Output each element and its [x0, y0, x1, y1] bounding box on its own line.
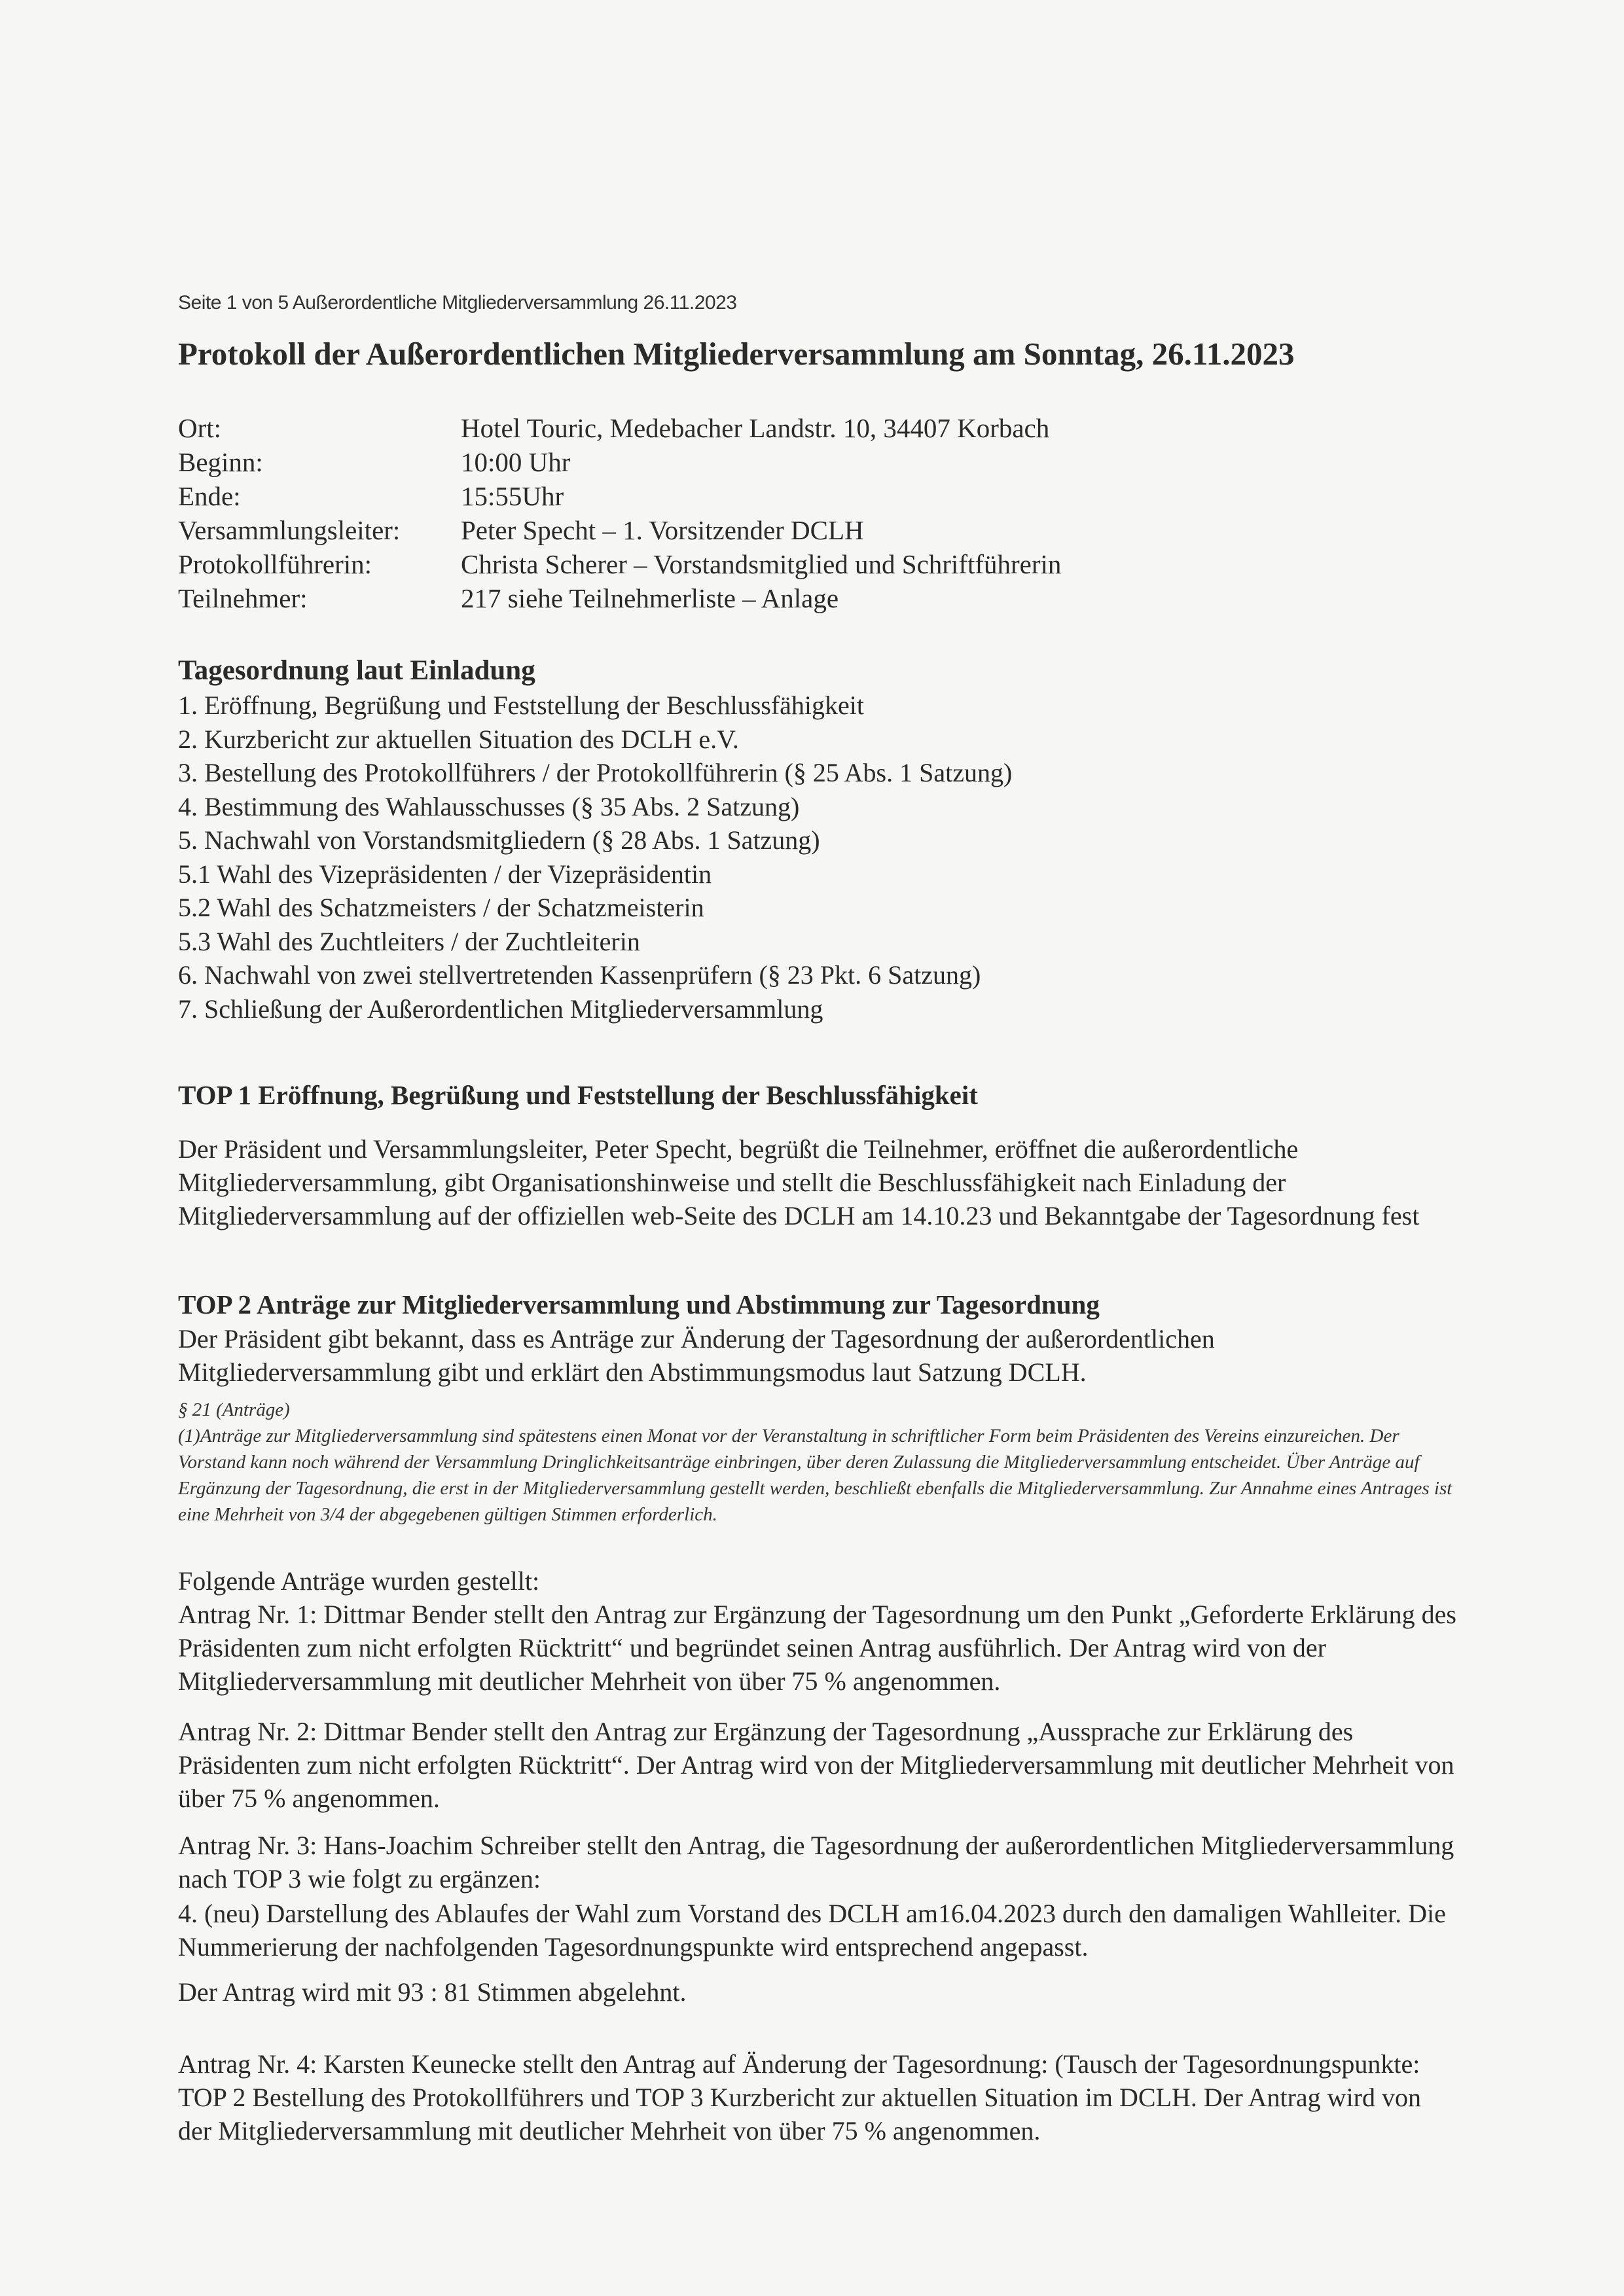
agenda-item: 2. Kurzbericht zur aktuellen Situation des DCLH e.V. [178, 724, 739, 754]
agenda-item: 5.3 Wahl des Zuchtleiters / der Zuchtleiterin [178, 926, 640, 956]
antrag-4: Antrag Nr. 4: Karsten Keunecke stellt den Antrag auf Änderung der Tagesordnung: (Tausch der Tagesordnungspunkte: TOP 2 Bestellung des Protokollführers und TOP 3 Kurzbericht zur aktuellen Situation im DCLH. Der Antrag wird von der Mitgliederversammlung mit deutlicher Mehrheit von über 75 % angenommen. [178, 2049, 1422, 2145]
page-header: Seite 1 von 5 Außerordentliche Mitgliederversammlung 26.11.2023 [178, 292, 737, 314]
agenda-item: 6. Nachwahl von zwei stellvertretenden Kassenprüfern (§ 23 Pkt. 6 Satzung) [178, 960, 981, 990]
antrag-3-result: Der Antrag wird mit 93 : 81 Stimmen abgelehnt. [178, 1977, 687, 2007]
meta-value: 10:00 Uhr [461, 447, 571, 477]
meta-row-ort [178, 411, 1061, 445]
agenda-item: 5.1 Wahl des Vizepräsidenten / der Vizepräsidentin [178, 859, 712, 889]
antraege-intro: Folgende Anträge wurden gestellt: [178, 1566, 540, 1596]
meta-value: 15:55Uhr [461, 481, 564, 511]
document-title: Protokoll der Außerordentlichen Mitgliederversammlung am Sonntag, 26.11.2023 [178, 336, 1295, 372]
meta-value: 217 siehe Teilnehmerliste – Anlage [461, 583, 839, 613]
meta-label: Beginn: [178, 447, 263, 477]
antrag-3-request: Antrag Nr. 3: Hans-Joachim Schreiber stellt den Antrag, die Tagesordnung der außerordentlichen Mitgliederversammlung nach TOP 3 wie folgt zu ergänzen: [178, 1831, 1454, 1893]
meta-row-versammlungsleiter [178, 513, 1061, 547]
agenda-item: 3. Bestellung des Protokollführers / der Protokollführerin (§ 25 Abs. 1 Satzung) [178, 758, 1013, 787]
meta-label: Ort: [178, 413, 222, 443]
meta-value: Hotel Touric, Medebacher Landstr. 10, 34407 Korbach [461, 413, 1050, 443]
meta-label: Teilnehmer: [178, 583, 308, 613]
top2-intro: Der Präsident gibt bekannt, dass es Anträge zur Änderung der Tagesordnung der außerordentlichen Mitgliederversammlung gibt und erklärt den Abstimmungsmodus laut Satzung DCLH. [178, 1324, 1215, 1387]
antrag-3-content: 4. (neu) Darstellung des Ablaufes der Wahl zum Vorstand des DCLH am16.04.2023 durch den damaligen Wahlleiter. Die Nummerierung der nachfolgenden Tagesordnungspunkte wird entsprechend angepasst. [178, 1899, 1446, 1962]
agenda-item: 1. Eröffnung, Begrüßung und Feststellung der Beschlussfähigkeit [178, 691, 865, 720]
statute-quote-text: (1)Anträge zur Mitgliederversammlung sind spätestens einen Monat vor der Veranstaltung in schriftlicher Form beim Präsidenten des Vereins einzureichen. Der Vorstand kann noch während der Versammlung Dringlichkeitsanträge einbringen, über deren Zulassung die Mitgliederversammlung entscheidet. Über Anträge auf Ergänzung der Tagesordnung, die erst in der Mitgliederversammlung gestellt werden, beschließt ebenfalls die Mitgliederversammlung. Zur Annahme eines Antrages ist eine Mehrheit von 3/4 der abgegebenen gültigen Stimmen erforderlich. [178, 1426, 1453, 1525]
meta-label: Ende: [178, 481, 241, 511]
top2-heading: TOP 2 Anträge zur Mitgliederversammlung und Abstimmung zur Tagesordnung [178, 1289, 1100, 1319]
agenda-list [178, 689, 1012, 1026]
antrag-1: Antrag Nr. 1: Dittmar Bender stellt den Antrag zur Ergänzung der Tagesordnung um den Punkt „Geforderte Erklärung des Präsidenten zum nicht erfolgten Rücktritt“ und begründet seinen Antrag ausführlich. Der Antrag wird von der Mitgliederversammlung mit deutlicher Mehrheit von über 75 % angenommen. [178, 1600, 1456, 1696]
meta-row-teilnehmer [178, 581, 1061, 615]
agenda-item: 5. Nachwahl von Vorstandsmitgliedern (§ 28 Abs. 1 Satzung) [178, 825, 820, 855]
meeting-details [178, 411, 1061, 615]
meta-row-protokollfuehrerin [178, 547, 1061, 581]
antrag-2: Antrag Nr. 2: Dittmar Bender stellt den Antrag zur Ergänzung der Tagesordnung „Aussprache zur Erklärung des Präsidenten zum nicht erfolgten Rücktritt“. Der Antrag wird von der Mitgliederversammlung mit deutlicher Mehrheit von über 75 % angenommen. [178, 1717, 1454, 1813]
top1-heading: TOP 1 Eröffnung, Begrüßung und Feststellung der Beschlussfähigkeit [178, 1080, 978, 1110]
meta-row-ende [178, 479, 1061, 513]
meta-value: Peter Specht – 1. Vorsitzender DCLH [461, 515, 864, 545]
meta-label: Versammlungsleiter: [178, 515, 401, 545]
agenda-item: 5.2 Wahl des Schatzmeisters / der Schatzmeisterin [178, 893, 704, 922]
top1-text: Der Präsident und Versammlungsleiter, Peter Specht, begrüßt die Teilnehmer, eröffnet die außerordentliche Mitgliederversammlung, gibt Organisationshinweise und stellt die Beschlussfähigkeit nach Einladung der Mitgliederversammlung auf der offiziellen web-Seite des DCLH am 14.10.23 und Bekanntgabe der Tagesordnung fest [178, 1134, 1420, 1230]
agenda-item: 7. Schließung der Außerordentlichen Mitgliederversammlung [178, 994, 823, 1024]
meta-label: Protokollführerin: [178, 549, 372, 579]
meta-row-beginn [178, 445, 1061, 479]
agenda-item: 4. Bestimmung des Wahlausschusses (§ 35 Abs. 2 Satzung) [178, 791, 800, 821]
statute-quote-title: § 21 (Anträge) [178, 1399, 290, 1420]
meta-value: Christa Scherer – Vorstandsmitglied und Schriftführerin [461, 549, 1062, 579]
agenda-title: Tagesordnung laut Einladung [178, 655, 535, 686]
